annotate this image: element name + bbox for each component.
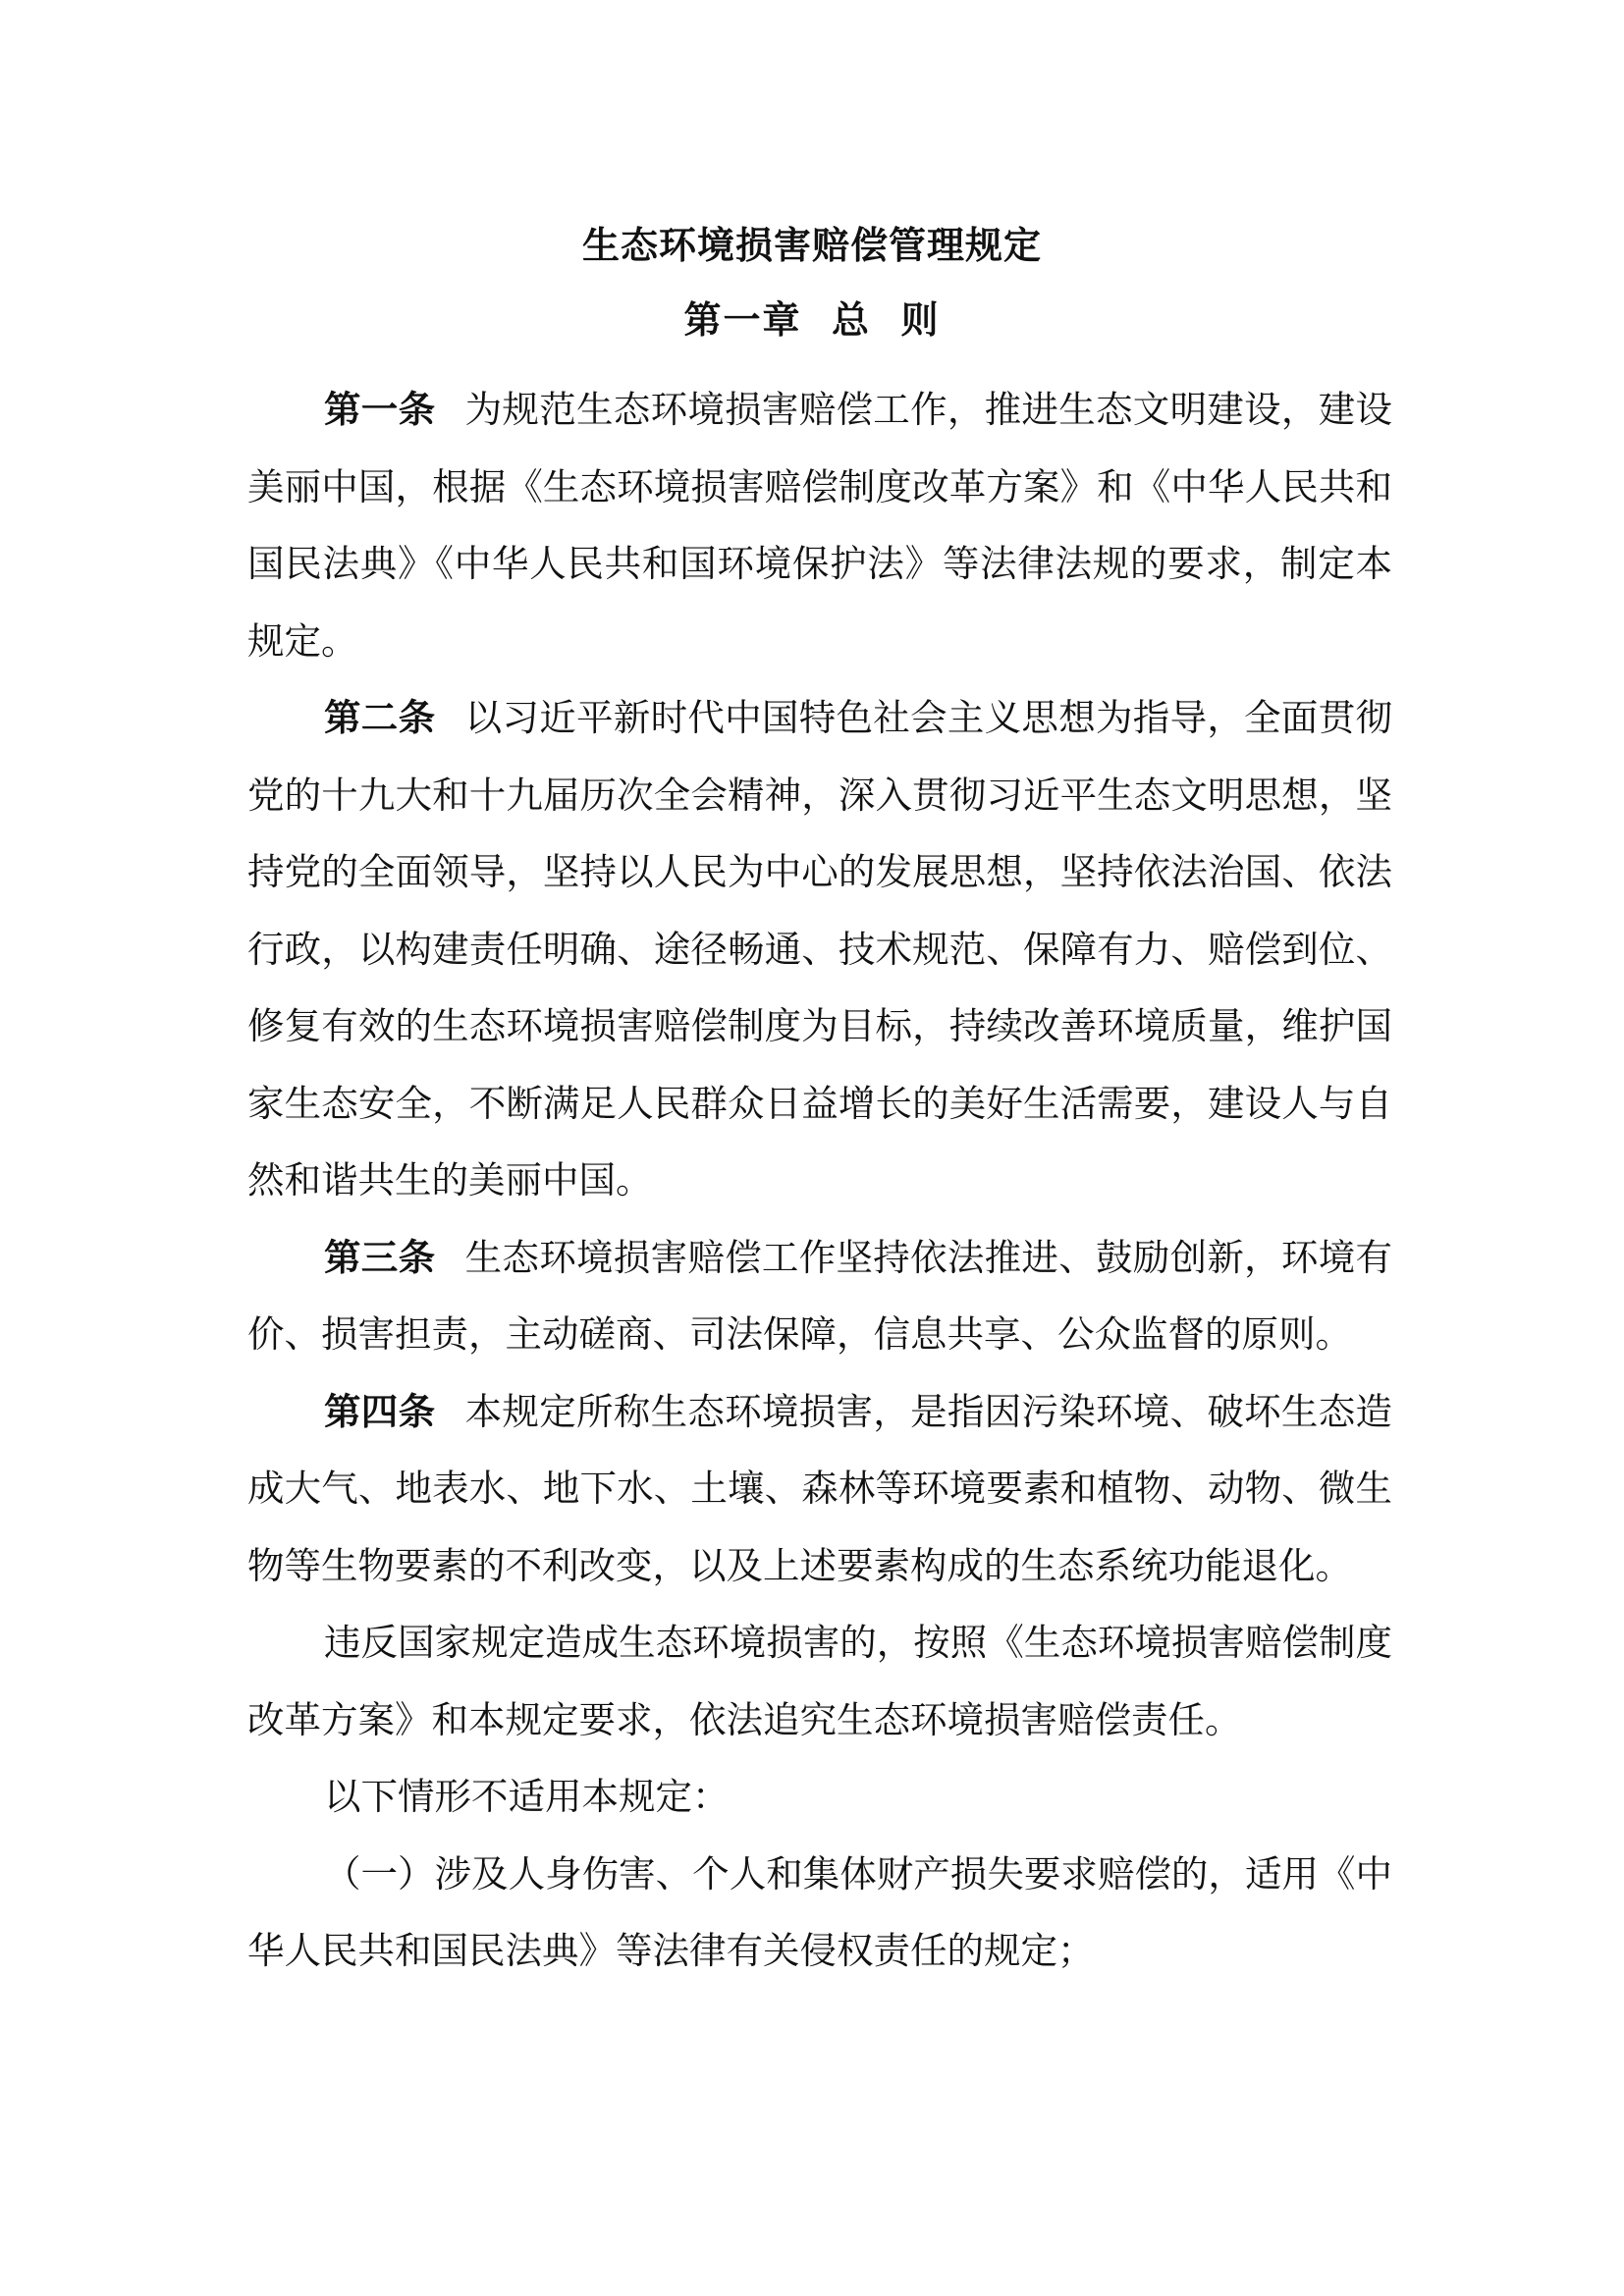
paragraph-text: 以下情形不适用本规定： [324,1775,730,1818]
article-1 [247,371,1392,679]
article-3 [247,1219,1392,1373]
document-title: 生态环境损害赔偿管理规定 [581,224,1042,267]
chapter-heading: 第一章 总 则 [683,298,941,342]
article-text: 为规范生态环境损害赔偿工作，推进生态文明建设，建设美丽中国，根据《生态环境损害赔偿制度改革方案》和《中华人民共和国民法典》《中华人民共和国环境保护法》等法律法规的要求，制定本规定。 [247,388,1392,663]
document-body [247,371,1392,1990]
article-label: 第四条 [324,1389,436,1433]
article-2 [247,679,1392,1219]
paragraph-text: （一）涉及人身伤害、个人和集体财产损失要求赔偿的，适用《中华人民共和国民法典》等法律有关侵权责任的规定； [247,1851,1392,1972]
article-4 [247,1373,1392,1605]
paragraph-text: 违反国家规定造成生态环境损害的，按照《生态环境损害赔偿制度改革方案》和本规定要求，依法追究生态环境损害赔偿责任。 [247,1621,1392,1741]
article-text: 以习近平新时代中国特色社会主义思想为指导，全面贯彻党的十九大和十九届历次全会精神，深入贯彻习近平生态文明思想，坚持党的全面领导，坚持以人民为中心的发展思想，坚持依法治国、依法行政，以构建责任明确、途径畅通、技术规范、保障有力、赔偿到位、修复有效的生态环境损害赔偿制度为目标，持续改善环境质量，维护国家生态安全，不断满足人民群众日益增长的美好生活需要，建设人与自然和谐共生的美丽中国。 [247,696,1392,1201]
article-label: 第三条 [324,1235,436,1279]
article-label: 第一条 [324,388,436,431]
article-text: 生态环境损害赔偿工作坚持依法推进、鼓励创新，环境有价、损害担责，主动磋商、司法保障，信息共享、公众监督的原则。 [247,1235,1392,1356]
paragraph-liability [247,1604,1392,1758]
article-label: 第二条 [324,696,436,739]
paragraph-exclusions-intro [247,1758,1392,1836]
article-text: 本规定所称生态环境损害，是指因污染环境、破坏生态造成大气、地表水、地下水、土壤、森林等环境要素和植物、动物、微生物等生物要素的不利改变，以及上述要素构成的生态系统功能退化。 [247,1389,1392,1587]
paragraph-exclusion-1 [247,1836,1392,1990]
